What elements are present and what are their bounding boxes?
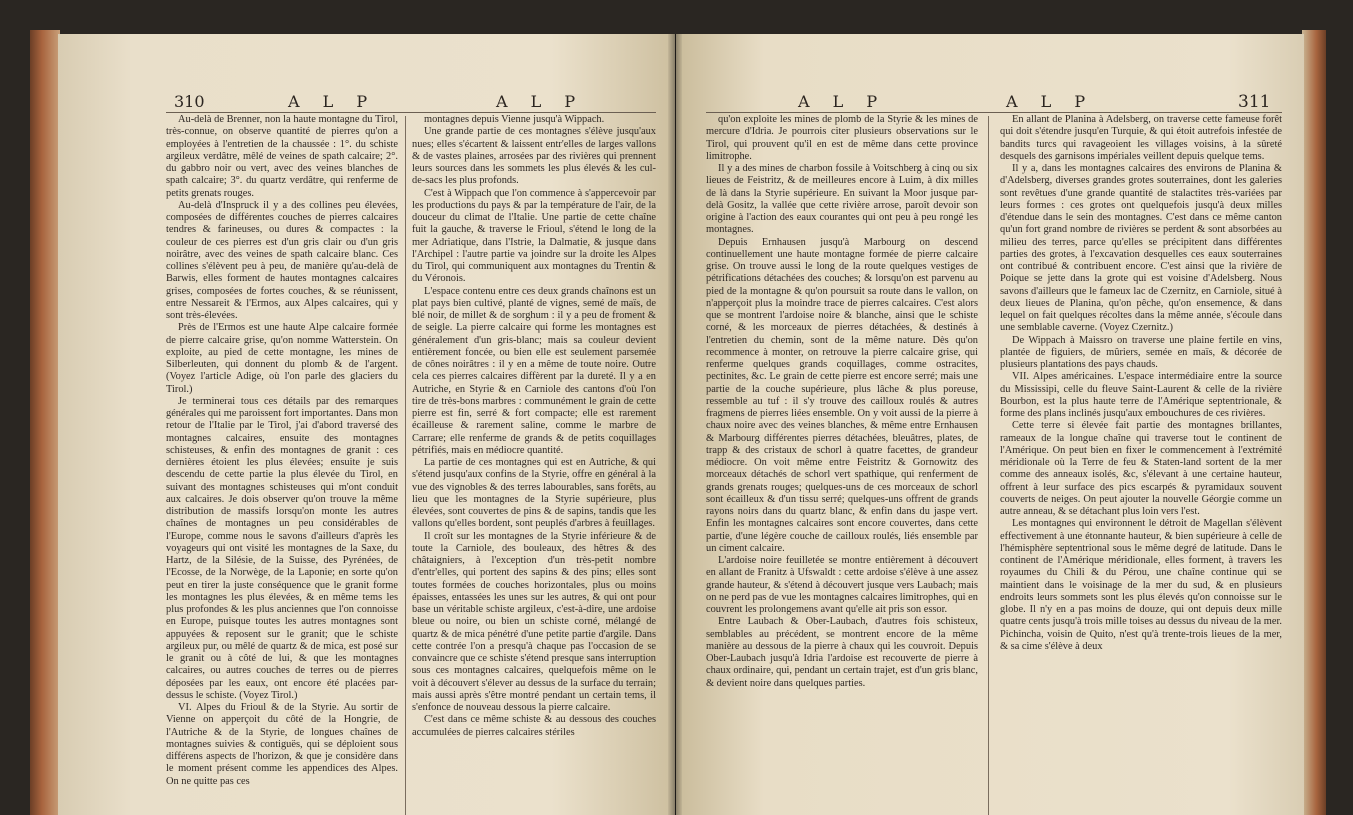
book-gutter [668, 34, 682, 815]
paragraph: Je terminerai tous ces détails par des remarques générales qui me paroissent fort importantes. Dans mon retour de l'Italie par le Tirol, j'ai d'abord traversé des montagnes calcaires, ensuite des montagnes schisteuses, & enfin des montagnes de granit : ces dernières étoient les plus élevées; ensuite je suis descendu de cette partie la plus élevée du Tirol, en suivant des montagnes schisteuses qui m'ont conduit aux calcaires. Je dois observer qu'on trouve la même distribution de massifs lorsqu'on monte les autres chaînes de montagnes un peu considérables de l'Europe, comme nous le savons d'ailleurs d'après les voyageurs qui ont visité les montagnes de la Saxe, du Hartz, de la Silésie, de la Suisse, des Pyrénées, de l'Ecosse, de la Norwège, de la Laponie; en sorte qu'on peut en tirer la juste conséquence que le granit forme les montagnes les plus élevées, & en même tems les plus profondes & les plus anciennes que l'on connoisse en Europe, puisque toutes les autres montagnes sont appuyées & reposent sur le granit; que le schiste argileux pur, ou mêlé de quartz & de mica, est posé sur le granit ou à côté de lui, & que les montagnes calcaires, ou autres couches de terres ou de pierres déposées par les eaux, ont encore été placées par-dessus le schiste. (Voyez Tirol.) [166, 395, 398, 701]
paragraph: Entre Laubach & Ober-Laubach, d'autres fois schisteux, semblables au précédent, se montrent encore de la même manière au dessous de la pierre à chaux qui les couvroit. Depuis Ober-Laubach jusqu'à Idria l'ardoise est recouverte de pierre à chaux ordinaire, qui, pendant un certain trajet, est d'un gris blanc, & devient noire dans quelques parties. [706, 616, 978, 689]
paragraph: Il y a des mines de charbon fossile à Voitschberg à cinq ou six lieues de Feistritz, & de meilleures encore à Luim, à dix milles de là dans la Styrie supérieure. En suivant la Moor jusque par-delà Gositz, la vallée que cette rivière arrose, paroît devoir son origine à l'action des eaux courantes qui ont peu à peu rongé les montagnes. [706, 163, 978, 236]
right-page-edges [1302, 30, 1326, 815]
paragraph: Cette terre si élevée fait partie des montagnes brillantes, rameaux de la longue chaîne qui traverse tout le continent de l'Amérique. On peut bien en fixer le commencement à l'extrémité méridionale où la Terre de feu & Staten-land sortent de la mer comme des anneaux isolés, &c, s'élevant à une certaine hauteur, offrent à leur surface des pics escarpés & pyramidaux souvent couverts de neiges. On peut ajouter la nouvelle Géorgie comme un autre anneau, & se détachant plus loin vers l'est. [1000, 420, 1282, 517]
left-running-head-2: A L P [496, 92, 585, 111]
paragraph: De Wippach à Maissro on traverse une plaine fertile en vins, plantée de figuiers, de mûriers, semée en maïs, & décorée de plusieurs plantations des pays chauds. [1000, 334, 1282, 370]
right-column-2 [1000, 114, 1282, 653]
paragraph: Au-delà d'Inspruck il y a des collines peu élevées, composées de différentes couches de pierres calcaires tendres & farineuses, ou dures & compactes : la couleur de ces pierres est d'un gris clair ou d'un gris noirâtre, avec des veines de spath calcaire blanc. Ces collines s'élèvent peu à peu, de manière qu'au-delà de Barwis, elles forment de hautes montagnes calcaires grises, composées de fortes couches, & se réunissent, entre Nessareit & l'Ermos, aux Alpes calcaires, qui y sont très-élevées. [166, 199, 398, 321]
right-page [676, 34, 1304, 815]
left-column-1 [166, 114, 398, 788]
left-column-2 [412, 114, 656, 739]
paragraph: Il croît sur les montagnes de la Styrie inférieure & de toute la Carniole, des bouleaux, des hêtres & des châtaigniers, à l'exception d'un très-petit nombre d'entr'elles, qui portent des sapins & des pins; elles sont toutes formées de couches horizontales, plus ou moins épaisses, entassées les unes sur les autres, & qui ont pour base un véritable schiste argileux, c'est-à-dire, une ardoise bleue ou noire, ou bien un schiste corné, mélangé de quartz & de mica pénétré d'une petite partie d'argile. Dans cette contrée l'on a presqu'à chaque pas l'occasion de se convaincre que ce schiste s'étend presque sans interruption sous ces montagnes calcaires, quelquefois même on le voit à découvert s'élever au dessus de la surface du terrain; mais aussi après s'être montré pendant un certain tems, il s'enfonce de nouveau dessous la pierre calcaire. [412, 530, 656, 713]
paragraph: Au-delà de Brenner, non la haute montagne du Tirol, très-connue, on observe quantité de pierres qu'on a employées à l'entretien de la chaussée : 1°. du schiste argileux verdâtre, mêlé de veines de spath calcaire; 2°. du gabbro noir ou vert, avec des veines blanches de spath calcaire; 3°. du quartz verdâtre, qui renferme de petits grenats rouges. [166, 114, 398, 199]
paragraph: qu'on exploite les mines de plomb de la Styrie & les mines de mercure d'Idria. Je pourrois citer plusieurs observations sur le Tirol, qui prouvent qu'il en est de même dans cette province limitrophe. [706, 114, 978, 162]
paragraph: VI. Alpes du Frioul & de la Styrie. Au sortir de Vienne on apperçoit du côté de la Hongrie, de l'Autriche & de la Styrie, de longues chaînes de montagnes suivies & contiguës, qui se déploient sous différens aspects de l'horizon, & que je considère dans le moment présent comme les appendices des Alpes. On ne quitte pas ces [166, 702, 398, 787]
right-header-rule [706, 112, 1282, 113]
paragraph: L'espace contenu entre ces deux grands chaînons est un plat pays bien cultivé, planté de vignes, semé de maïs, de blé noir, de millet & de sorghum : il y a peu de froment & de seigle. La pierre calcaire qui forme les montagnes est généralement d'un gris-blanc; mais sa couleur devient entièrement foncée, ou bien elle est seulement parsemée de cônes noirâtres : il y en a même de toute noire. Outre cela ces pierres calcaires diffèrent par la dureté. Il y a en Autriche, en Styrie & en Carniole des cantons d'où l'on tire de très-bons marbres : communément le grain de cette pierre est fin, serré & fort compacte; elle est rarement écailleuse & rarement saline, comme le marbre de Carrare; elle renferme de grands & de petits coquillages pétrifiés, mais en médiocre quantité. [412, 285, 656, 456]
left-page-number: 310 [174, 92, 205, 111]
paragraph: montagnes depuis Vienne jusqu'à Wippach. [424, 114, 605, 125]
left-header-rule [166, 112, 656, 113]
right-column-divider [988, 116, 989, 815]
paragraph: Les montagnes qui environnent le détroit de Magellan s'élèvent effectivement à une étonnante hauteur, & bien supérieure à celle de l'hémisphère septentrional sous le même degré de latitude. Dans le continent de l'Amérique méridionale, elles forment, à travers les royaumes du Chili & du Pérou, une chaîne continue qui se maintient dans le voisinage de la mer du sud, & en plusieurs endroits leurs sommets sont les plus élevés qu'on connoisse sur le globe. Il n'y en a pas moins de douze, qui ont depuis deux mille quatre cents jusqu'à trois mille toises au dessus du niveau de la mer. Pichincha, voisin de Quito, n'est qu'à trente-trois lieues de la mer, & sa cime s'élève à deux [1000, 518, 1282, 652]
paragraph: Une grande partie de ces montagnes s'élève jusqu'aux nues; elles s'écartent & laissent entr'elles de larges vallons & de vastes plaines, arrosées par des rivières qui prennent leurs sources dans les sommets les plus élevés & les cul-de-sacs les plus profonds. [412, 126, 656, 187]
paragraph: Depuis Ernhausen jusqu'à Marbourg on descend continuellement une haute montagne formée de pierre calcaire grise. On trouve aussi le long de la route quelques vestiges de pétrifications détachées des couches; & lorsqu'on est parvenu au pied de la montagne & qu'on poursuit sa route dans le vallon, on n'apperçoit plus la moindre trace de pierres calcaires. C'est alors que se montrent l'ardoise noire & blanche, ainsi que le schiste corné, & les morceaux de pierres détachées, & destinés à l'entretien du chemin, sont de la même nature. Dès qu'on recommence à monter, on retrouve la pierre calcaire grise, qui renferme quelques grands coquillages, comme ostracites, pectinites, &c. Le grain de cette pierre est encore serré; mais une partie de la couche supérieure, plus lâche & plus poreuse, ressemble au tuf : il s'y trouve des cailloux roulés & autres fragmens de pierres liées ensemble. On y voit aussi de la pierre à chaux noire avec des veines blanches, & même entre Ernhausen & Marbourg différentes pierres détachées, bleuâtres, plates, de trapp & des cristaux de schorl à quatre facettes, de grandeur médiocre. On voit même entre Feistritz & Gornowitz des morceaux détachés de schorl vert spathique, qui renferment de grands grenats rouges; quelques-uns de ces morceaux de schorl sont écailleux & d'un tissu serré; quelques-uns offrent de grands rayons noirs dans du quartz blanc, & enfin dans du jaspe vert. Enfin les montagnes calcaires sont encore couvertes, dans cette partie, d'une légère couche de cailloux roulés, liés ensemble par un ciment calcaire. [706, 236, 978, 554]
paragraph: Il y a, dans les montagnes calcaires des environs de Planina & d'Adelsberg, diverses grandes grotes souterraines, dont les galeries sont revêtues d'une grande quantité de stalactites très-variées par leurs formes : ces grotes ont quelquefois jusqu'à deux milles d'étendue dans le sein des montagnes. C'est dans ce même canton qu'un fort grand nombre de rivières se perdent & sont absorbées au milieu des terres, parce qu'elles se précipitent dans différentes parties des grotes, à l'excavation desquelles ces eaux souterraines ont contribué & contribuent encore. C'est ainsi que la rivière de Poique se jette dans la grote qui est voisine d'Adelsberg. Nous savons d'ailleurs que le fameux lac de Czernitz, en Carniole, situé à deux lieues de Planina, qu'on pêche, qu'on ensemence, & dans lequel on fait quelques récoltes dans la même année, s'écoule dans une semblable caverne. (Voyez Czernitz.) [1000, 163, 1282, 334]
paragraph: C'est à Wippach que l'on commence à s'appercevoir par les productions du pays & par la température de l'air, de la douceur du climat de l'Italie. Une partie de cette chaîne fuit la gauche, & traverse le Frioul, s'étend le long de la mer Adriatique, dans l'Istrie, la Dalmatie, & jusque dans l'Archipel : l'autre partie va joindre sur la droite les Alpes du Tirol, qui communiquent aux montagnes du Trentin & du Véronois. [412, 187, 656, 285]
paragraph: L'ardoise noire feuilletée se montre entièrement à découvert en allant de Franitz à Ufswaldt : cette ardoise s'élève à une assez grande hauteur, & s'étend à découvert jusque vers Laubach; mais on ne perd pas de vue les montagnes calcaires limitrophes, qui en couvrent les prolongemens avant qu'elle ait pris son essor. [706, 555, 978, 615]
paragraph: Près de l'Ermos est une haute Alpe calcaire formée de pierre calcaire grise, qu'on nomme Watterstein. On exploite, au pied de cette montagne, les mines de Silberleuten, qui donnent du plomb & de l'argent. (Voyez l'article Adige, où l'on parle des glaciers du Tirol.) [166, 322, 398, 395]
paragraph: La partie de ces montagnes qui est en Autriche, & qui s'étend jusqu'aux confins de la Styrie, offre en général à la vue des vignobles & des terres labourables, sans forêts, au lieu que les montagnes de la Styrie supérieure, plus élevées, sont couvertes de pins & de sapins, tandis que les vallons qu'elles bordent, sont peuplés d'arbres à feuillages. [412, 457, 656, 530]
right-running-head-2: A L P [1006, 92, 1095, 111]
paragraph: C'est dans ce même schiste & au dessous des couches accumulées de pierres calcaires stériles [412, 714, 656, 738]
left-running-head: A L P [288, 92, 377, 111]
left-page [58, 34, 675, 815]
left-page-edges [30, 30, 60, 815]
left-column-divider [405, 116, 406, 815]
paragraph: VII. Alpes américaines. L'espace intermédiaire entre la source du Mississipi, celle du fleuve Saint-Laurent & celle de la rivière Bourbon, est la plus haute terre de l'Amérique septentrionale, & forme des plans inclinés jusqu'aux embouchures de ces rivières. [1000, 371, 1282, 419]
paragraph: En allant de Planina à Adelsberg, on traverse cette fameuse forêt qui doit s'étendre jusqu'en Turquie, & qui étoit autrefois infestée de bandits turcs qui ravageoient les villages voisins, à la sûreté desquels des garnisons impériales veillent depuis quelque tems. [1000, 114, 1282, 162]
right-running-head: A L P [798, 92, 887, 111]
right-page-number: 311 [1238, 92, 1271, 112]
right-column-1 [706, 114, 978, 690]
